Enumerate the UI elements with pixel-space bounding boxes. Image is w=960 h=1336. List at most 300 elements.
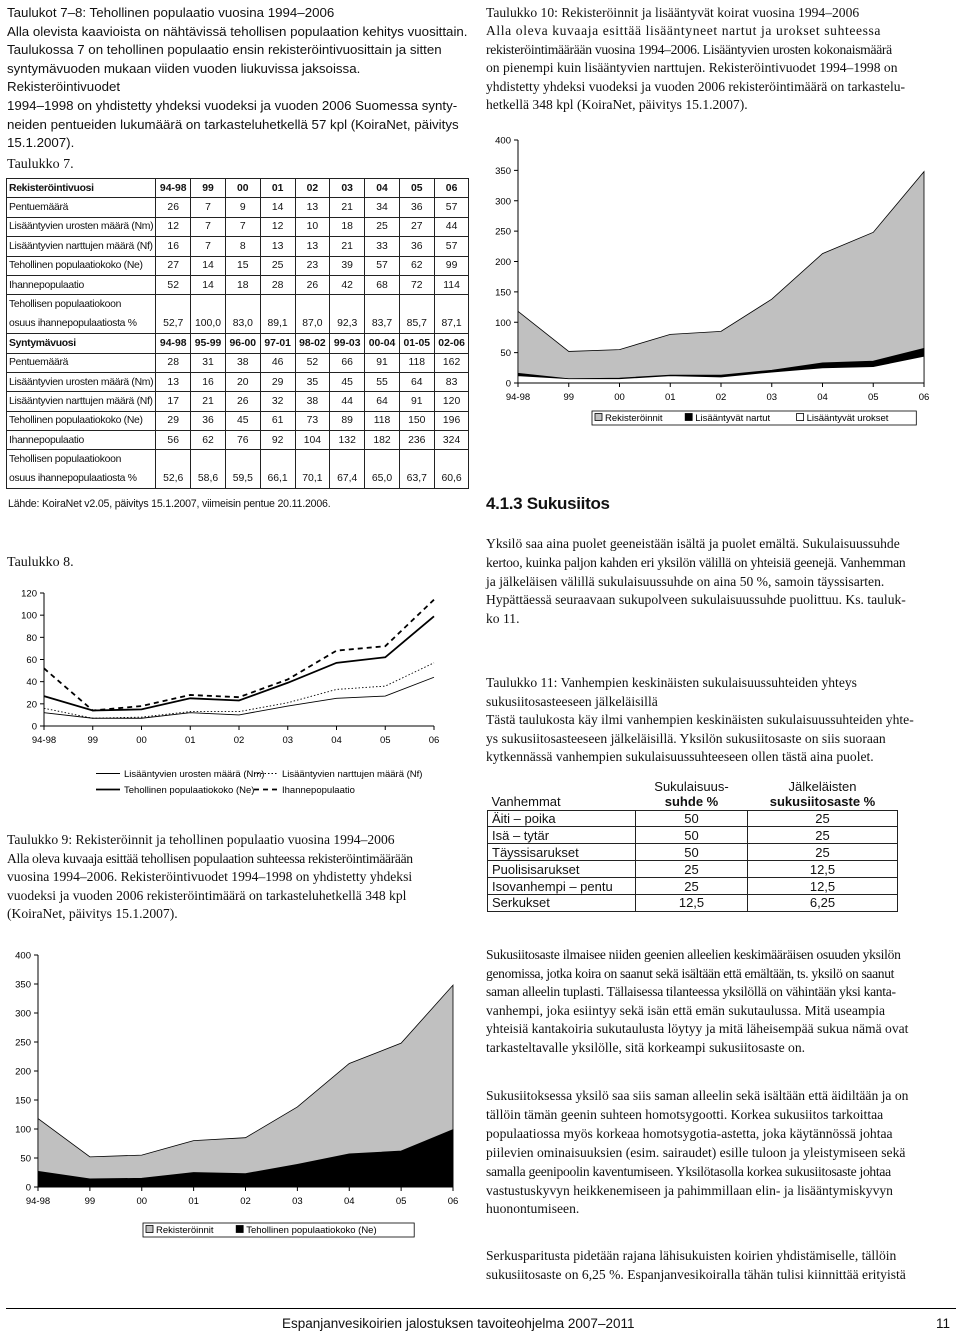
table-cell: 26	[225, 392, 260, 411]
table-cell: 66,1	[260, 469, 295, 488]
y-tick-label: 50	[20, 1153, 31, 1165]
x-tick-label: 00	[136, 1196, 148, 1207]
table-cell	[191, 295, 226, 314]
table-cell: 42	[330, 275, 365, 294]
table-cell: 70,1	[295, 469, 330, 488]
table-cell: 120	[434, 392, 469, 411]
table11	[487, 778, 898, 912]
table-cell: 01	[260, 179, 295, 198]
table-cell: 94-98	[156, 334, 191, 353]
paragraph-line: kertoo, kuinka paljon kahden eri yksilön välillä on yhteisiä geenejä. Vanhemman	[486, 554, 906, 570]
table-row	[488, 844, 898, 861]
table-cell: 20	[225, 372, 260, 391]
table-cell: 29	[260, 372, 295, 391]
x-tick-label: 00	[614, 392, 625, 403]
x-tick-label: 06	[918, 392, 930, 403]
table-cell	[434, 295, 469, 314]
table-cell: Isovanhempi – pentu	[488, 878, 636, 895]
legend-label: Lisääntyvien urosten määrä (Nm)	[124, 769, 265, 780]
sukusiitos-paragraph-1	[486, 535, 956, 629]
table-row	[7, 450, 469, 469]
paragraph-line: yhteisiä kantakoiria sukutaulusta löytyy ja mitä läheisempää sukua nämä ovat	[486, 1021, 909, 1037]
table-cell: 18	[225, 275, 260, 294]
x-tick-label: 00	[136, 735, 147, 746]
paragraph-line: ja jälkeläisen välillä sukulaisuussuhde on aina 50 %, samoin täyssisarten.	[486, 573, 885, 589]
table-cell: 27	[156, 256, 191, 275]
table-row	[7, 372, 469, 391]
series-area	[518, 172, 924, 383]
table-cell: 14	[191, 256, 226, 275]
table-cell	[434, 450, 469, 469]
table-row	[7, 314, 469, 333]
table-cell: 96-00	[225, 334, 260, 353]
table-cell: 16	[191, 372, 226, 391]
table-cell: 182	[365, 431, 400, 450]
table-row	[7, 275, 469, 294]
table-cell: 56	[156, 431, 191, 450]
table-cell	[295, 450, 330, 469]
table-cell: 52,7	[156, 314, 191, 333]
table9-line: Taulukko 9: Rekisteröinnit ja tehollinen populaatio vuosina 1994–2006	[7, 832, 395, 847]
table-cell	[225, 450, 260, 469]
table-cell: 94-98	[156, 179, 191, 198]
table-cell: 7	[225, 217, 260, 236]
row-label: Lisääntyvien urosten määrä (Nm)	[7, 372, 156, 391]
x-tick-label: 02	[233, 735, 245, 746]
paragraph-line: saman alleelin tuplasti. Tällaisessa tilanteessa yksilöllä on vähintään yksi kanta-	[486, 984, 896, 1000]
table-cell: 66	[330, 353, 365, 372]
paragraph-line: vastustuskyvyn heikkenemiseen ja pahimmillaan elin- ja lisääntymiskyvyn	[486, 1182, 893, 1198]
table-cell: 29	[156, 411, 191, 430]
row-label: Tehollinen populaatiokoko (Ne)	[7, 256, 156, 275]
row-label: Lisääntyvien urosten määrä (Nm)	[7, 217, 156, 236]
table-cell: 46	[260, 353, 295, 372]
table-cell: 236	[399, 431, 434, 450]
table-cell: Puolisisarukset	[488, 861, 636, 878]
table-cell: 99	[191, 179, 226, 198]
paragraph-line: populaatiossa myös korkeaa homotsygotia-astetta, joka käytännössä johtaa	[486, 1125, 893, 1141]
x-tick-label: 04	[331, 735, 342, 746]
header-cell: suhde %	[636, 794, 748, 810]
table-cell: 91	[399, 392, 434, 411]
table-row	[488, 878, 898, 895]
table-cell: 65,0	[365, 469, 400, 488]
table-cell: 12,5	[748, 861, 898, 878]
y-tick-label: 0	[25, 1182, 31, 1194]
paragraph-line: ko 11.	[486, 611, 520, 627]
table-cell: 13	[260, 237, 295, 256]
y-tick-label: 350	[495, 165, 511, 177]
table-cell: 6,25	[748, 894, 898, 911]
table-cell: 150	[399, 411, 434, 430]
table-cell: 83	[434, 372, 469, 391]
table-cell: 50	[636, 844, 748, 861]
table-cell	[156, 295, 191, 314]
table-cell: 28	[156, 353, 191, 372]
table-cell: 12,5	[748, 878, 898, 895]
y-tick-label: 400	[495, 135, 511, 147]
table-cell: 06	[434, 179, 469, 198]
paragraph-line: piilevien ominaisuuksien (esim. sairaudet) esille tuloon ja yleistymiseen sekä	[486, 1144, 906, 1160]
y-tick-label: 60	[26, 655, 37, 666]
y-tick-label: 300	[495, 196, 511, 208]
row-label: osuus ihannepopulaatiosta %	[7, 314, 156, 333]
y-tick-label: 350	[15, 979, 31, 991]
table-cell: 87,1	[434, 314, 469, 333]
table-cell: 02-06	[434, 334, 469, 353]
intro-line: Taulukossa 7 on tehollinen populaatio ensin rekisteröintivuosittain ja sitten	[7, 42, 442, 58]
y-tick-label: 250	[495, 226, 511, 238]
intro-paragraph	[7, 4, 477, 153]
table-row	[7, 179, 469, 198]
table-row	[7, 256, 469, 275]
table-cell: 26	[156, 198, 191, 217]
table-row	[7, 237, 469, 256]
table10-line: rekisteröintimäärään vuosina 1994–2006. Lisääntyvien urosten kokonaismäärä	[486, 41, 892, 57]
table-cell: 03	[330, 179, 365, 198]
table-cell: 31	[191, 353, 226, 372]
table-cell: 99	[434, 256, 469, 275]
paragraph-line: Sukusiitosaste ilmaisee niiden geenien alleelien keskimääräisen osuuden yksilön	[486, 947, 901, 962]
table-cell	[260, 450, 295, 469]
y-tick-label: 50	[500, 348, 511, 360]
chart-taulukko-10	[485, 128, 955, 434]
table-cell: 28	[260, 275, 295, 294]
table-cell: 38	[225, 353, 260, 372]
row-label: Pentuemäärä	[7, 198, 156, 217]
table-cell: 118	[365, 411, 400, 430]
legend-label: Tehollinen populaatiokoko (Ne)	[246, 1225, 377, 1236]
table-cell: 18	[330, 217, 365, 236]
table-row	[7, 353, 469, 372]
table-cell: 72	[399, 275, 434, 294]
table-cell	[156, 450, 191, 469]
table-cell: 17	[156, 392, 191, 411]
table-cell: 114	[434, 275, 469, 294]
row-label: Ihannepopulaatio	[7, 431, 156, 450]
table-cell: 05	[399, 179, 434, 198]
table-cell: 7	[191, 198, 226, 217]
table-cell: 324	[434, 431, 469, 450]
table-cell: 26	[295, 275, 330, 294]
table-cell: 25	[636, 878, 748, 895]
table-cell: 36	[399, 237, 434, 256]
y-tick-label: 250	[15, 1037, 31, 1049]
paragraph-line: tällöin tämän geenin suhteen homotsygootti. Korkea sukusiitos tarkoittaa	[486, 1106, 884, 1122]
page-number: 11	[936, 1316, 951, 1331]
x-tick-label: 05	[395, 1196, 407, 1207]
table-cell: 83,7	[365, 314, 400, 333]
sukusiitos-paragraph-2	[486, 946, 956, 1058]
legend-label: Tehollinen populaatiokoko (Ne)	[124, 785, 255, 796]
x-tick-label: 02	[240, 1196, 251, 1207]
table-cell	[225, 295, 260, 314]
table-cell	[295, 295, 330, 314]
table-cell: 45	[330, 372, 365, 391]
table-cell: 89	[330, 411, 365, 430]
table-cell: 25	[748, 844, 898, 861]
table-cell: 52	[295, 353, 330, 372]
table-cell: 98-02	[295, 334, 330, 353]
table-cell: 45	[225, 411, 260, 430]
table-cell: 97-01	[260, 334, 295, 353]
table-cell: 104	[295, 431, 330, 450]
table11-line: sukusiitosasteeseen jälkeläisillä	[486, 693, 658, 709]
table-cell: 57	[434, 237, 469, 256]
table-cell: 12	[260, 217, 295, 236]
x-tick-label: 05	[867, 392, 879, 403]
table-cell: 32	[260, 392, 295, 411]
paragraph-line: sukusiitosaste on 6,25 %. Espanjanvesikoiralla tähän tulisi kiinnittää erityistä	[486, 1266, 906, 1282]
table-cell: 33	[365, 237, 400, 256]
table-cell: 196	[434, 411, 469, 430]
table-cell: 44	[330, 392, 365, 411]
table-cell: 9	[225, 198, 260, 217]
table-cell: 64	[365, 392, 400, 411]
table10-paragraph	[486, 4, 956, 114]
table-row	[7, 411, 469, 430]
table-cell: Täyssisarukset	[488, 844, 636, 861]
table-cell: 52,6	[156, 469, 191, 488]
table9-line: Alla oleva kuvaaja esittää tehollisen populaation suhteessa rekisteröintimäärään	[7, 850, 413, 866]
x-tick-label: 03	[766, 392, 778, 403]
y-tick-label: 0	[505, 378, 511, 390]
legend-swatch	[595, 414, 602, 421]
table10-line: hetkellä 348 kpl (KoiraNet, päivitys 15.1.2007).	[486, 97, 748, 113]
table-cell: 25	[748, 827, 898, 844]
legend-label: Ihannepopulaatio	[282, 785, 355, 796]
chart-taulukko-9	[6, 935, 476, 1247]
table-row	[488, 861, 898, 878]
table-row	[488, 894, 898, 911]
table-cell: 15	[225, 256, 260, 275]
x-tick-label: 99	[84, 1196, 96, 1207]
table-cell: 91	[365, 353, 400, 372]
table-row	[7, 431, 469, 450]
table-cell: 23	[295, 256, 330, 275]
y-tick-label: 20	[26, 699, 37, 711]
table-cell: 57	[434, 198, 469, 217]
table-cell: 36	[191, 411, 226, 430]
table-cell: 61	[260, 411, 295, 430]
table-cell: 44	[434, 217, 469, 236]
table-cell: 50	[636, 827, 748, 844]
table9-line: vuosina 1994–2006. Rekisteröintivuodet 1994–1998 on yhdistetty yhdeksi	[7, 869, 413, 885]
table-cell: 52	[156, 275, 191, 294]
table7-caption: Taulukko 7.	[7, 157, 74, 172]
y-tick-label: 300	[15, 1008, 31, 1020]
paragraph-line: tarkasteltavalle yksilölle, sitä korkeampi sukusiitosaste on.	[486, 1039, 806, 1055]
footer-rule	[6, 1308, 956, 1309]
table-cell: 58,6	[191, 469, 226, 488]
y-tick-label: 80	[26, 632, 37, 644]
table-cell: 83,0	[225, 314, 260, 333]
table-cell: 14	[260, 198, 295, 217]
table-cell: 62	[399, 256, 434, 275]
table7-source: Lähde: KoiraNet v2.05, päivitys 15.1.2007, viimeisin pentue 20.11.2006.	[8, 498, 331, 510]
table-cell: 55	[365, 372, 400, 391]
y-tick-label: 200	[495, 257, 511, 268]
table-cell	[330, 295, 365, 314]
x-tick-label: 94-98	[31, 735, 57, 746]
series-line	[44, 677, 434, 718]
table-cell: 34	[365, 198, 400, 217]
table-cell: 89,1	[260, 314, 295, 333]
row-label: Tehollisen populaatiokoon	[7, 450, 156, 469]
x-tick-label: 04	[343, 1196, 355, 1207]
intro-line: syntymävuoden mukaan viiden vuoden liukuvissa jaksoissa. Rekisteröintivuodet	[7, 60, 361, 95]
table-cell: 62	[191, 431, 226, 450]
table-cell	[399, 295, 434, 314]
table8-caption: Taulukko 8.	[7, 555, 74, 570]
section-heading: 4.1.3 Sukusiitos	[486, 494, 610, 513]
table-cell: 7	[191, 237, 226, 256]
intro-line: neiden pentueiden lukumäärä on tarkasteluhetkellä 57 kpl (KoiraNet, päivitys	[7, 116, 459, 132]
table-cell: 67,4	[330, 469, 365, 488]
table9-line: vuodeksi ja vuoden 2006 rekisteröintimäärä on tarkasteluhetkellä 348 kpl	[7, 887, 407, 903]
legend-swatch	[146, 1226, 153, 1233]
table9-paragraph	[7, 831, 477, 924]
intro-line: 15.1.2007).	[7, 135, 75, 151]
table7	[6, 178, 469, 489]
table-cell: 85,7	[399, 314, 434, 333]
paragraph-line: Hypättäessä seuraavaan sukupolveen sukulaisuussuhde puolittuu. Ks. tauluk-	[486, 592, 906, 608]
table-cell: 04	[365, 179, 400, 198]
table-cell: 27	[399, 217, 434, 236]
y-tick-label: 120	[21, 588, 37, 600]
intro-line: 1994–1998 on yhdistetty yhdeksi vuodeksi ja vuoden 2006 Suomessa synty-	[7, 97, 458, 113]
header-cell: Jälkeläisten	[788, 778, 857, 794]
table-cell: 01-05	[399, 334, 434, 353]
table-cell: 7	[191, 217, 226, 236]
x-tick-label: 01	[188, 1196, 199, 1207]
header-cell: Vanhemmat	[488, 794, 636, 810]
paragraph-line: samalla geenipoolin kaventumiseen. Yksilötasolla korkea sukusiitosaste johtaa	[486, 1163, 891, 1179]
table-cell: 13	[295, 237, 330, 256]
paragraph-line: genomissa, jotka koira on saanut sekä isältään että emältään, ts. yksilö on saanut	[486, 965, 895, 981]
table-cell: 118	[399, 353, 434, 372]
row-label: osuus ihannepopulaatiosta %	[7, 469, 156, 488]
table-cell: 132	[330, 431, 365, 450]
header-cell	[488, 778, 636, 794]
y-tick-label: 100	[15, 1124, 31, 1136]
y-tick-label: 100	[21, 610, 37, 622]
row-label: Pentuemäärä	[7, 353, 156, 372]
table-cell: Äiti – poika	[488, 810, 636, 827]
table-cell: 92,3	[330, 314, 365, 333]
table-cell	[191, 450, 226, 469]
table11-paragraph	[486, 674, 956, 767]
table-cell: 76	[225, 431, 260, 450]
table-cell: 25	[365, 217, 400, 236]
table-cell: 12	[156, 217, 191, 236]
table11-line: ys sukusiitosasteeseen jälkeläisillä. Yksilön sukusiitosaste on siis suoraan	[486, 730, 886, 746]
table-cell: 13	[156, 372, 191, 391]
table10-line: yhdistetty yhdeksi vuodeksi ja vuoden 2006 rekisteröintimäärä on tarkastelu-	[486, 78, 906, 94]
table10-line: on pienempi kuin lisääntyvien narttujen. Rekisteröintivuodet 1994–1998 on	[486, 60, 898, 76]
table11-line: kytkennässä vanhempien sukulaisuussuhteeseen ollen tästä aina puolet.	[486, 749, 874, 765]
table-cell: 8	[225, 237, 260, 256]
sukusiitos-paragraph-3	[486, 1087, 956, 1219]
table-cell: 25	[260, 256, 295, 275]
y-tick-label: 0	[31, 721, 37, 733]
table-cell: 25	[748, 810, 898, 827]
legend-label: Rekisteröinnit	[156, 1225, 214, 1236]
table-row	[7, 217, 469, 236]
legend-label: Rekisteröinnit	[605, 413, 663, 424]
x-tick-label: 04	[817, 392, 828, 403]
y-tick-label: 200	[15, 1066, 31, 1078]
table-cell: Isä – tytär	[488, 827, 636, 844]
intro-line: Alla olevista kaavioista on nähtävissä tehollisen populaation kehitys vuosittain.	[7, 23, 468, 39]
table-cell	[399, 450, 434, 469]
header-cell: sukusiitosaste %	[748, 794, 898, 810]
table11-line: Tästä taulukosta käy ilmi vanhempien keskinäisten sukulaisuussuhteiden yhte-	[486, 712, 914, 728]
table-row	[7, 469, 469, 488]
y-tick-label: 150	[15, 1095, 31, 1107]
y-tick-label: 150	[495, 287, 511, 299]
table-row	[7, 295, 469, 314]
table-cell: 99-03	[330, 334, 365, 353]
paragraph-line: vanhempi, joka esiintyy sekä isän että emän sukutaulussa. Mitä useampia	[486, 1002, 886, 1018]
table-cell: 21	[330, 198, 365, 217]
table-cell: 63,7	[399, 469, 434, 488]
x-tick-label: 02	[715, 392, 727, 403]
table-row	[488, 810, 898, 827]
table-cell: 21	[191, 392, 226, 411]
y-tick-label: 40	[26, 677, 37, 689]
paragraph-line: Yksilö saa aina puolet geeneistään isältä ja puolet emältä. Sukulaisuussuhde	[486, 536, 900, 551]
row-label: Ihannepopulaatio	[7, 275, 156, 294]
intro-line: Taulukot 7–8: Tehollinen populaatio vuosina 1994–2006	[7, 5, 335, 20]
row-label: Syntymävuosi	[7, 334, 156, 353]
x-tick-label: 01	[184, 735, 196, 746]
legend-label: Lisääntyvien narttujen määrä (Nf)	[282, 769, 423, 780]
table-cell: 100,0	[191, 314, 226, 333]
table11-line: Taulukko 11: Vanhempien keskinäisten sukulaisuussuhteiden yhteys	[486, 675, 857, 690]
footer-title: Espanjanvesikoirien jalostuksen tavoiteohjelma 2007–2011	[282, 1316, 635, 1331]
table-cell: 38	[295, 392, 330, 411]
table10-line: Alla oleva kuvaaja esittää lisääntyneet nartut ja urokset suhteessa	[486, 23, 882, 39]
y-tick-label: 400	[15, 950, 31, 962]
x-tick-label: 94-98	[505, 392, 531, 403]
x-tick-label: 03	[292, 1196, 303, 1207]
paragraph-line: huonontumiseen.	[486, 1201, 580, 1217]
table-cell: 39	[330, 256, 365, 275]
row-label: Tehollisen populaatiokoon	[7, 295, 156, 314]
table-cell: 87,0	[295, 314, 330, 333]
table-cell: 00-04	[365, 334, 400, 353]
legend-swatch	[236, 1226, 243, 1233]
table-cell: 10	[295, 217, 330, 236]
table-cell: 73	[295, 411, 330, 430]
table-cell: 162	[434, 353, 469, 372]
x-tick-label: 99	[563, 392, 575, 403]
table-cell: 02	[295, 179, 330, 198]
table9-line: (KoiraNet, päivitys 15.1.2007).	[7, 906, 178, 922]
table-cell	[330, 450, 365, 469]
row-label: Tehollinen populaatiokoko (Ne)	[7, 411, 156, 430]
table-row	[488, 827, 898, 844]
table-header-row	[488, 778, 898, 794]
table-cell: 60,6	[434, 469, 469, 488]
table-cell: 50	[636, 810, 748, 827]
table-cell: 95-99	[191, 334, 226, 353]
table-cell: Serkukset	[488, 894, 636, 911]
x-tick-label: 94-98	[25, 1196, 51, 1207]
table-row	[7, 334, 469, 353]
table-cell: 14	[191, 275, 226, 294]
